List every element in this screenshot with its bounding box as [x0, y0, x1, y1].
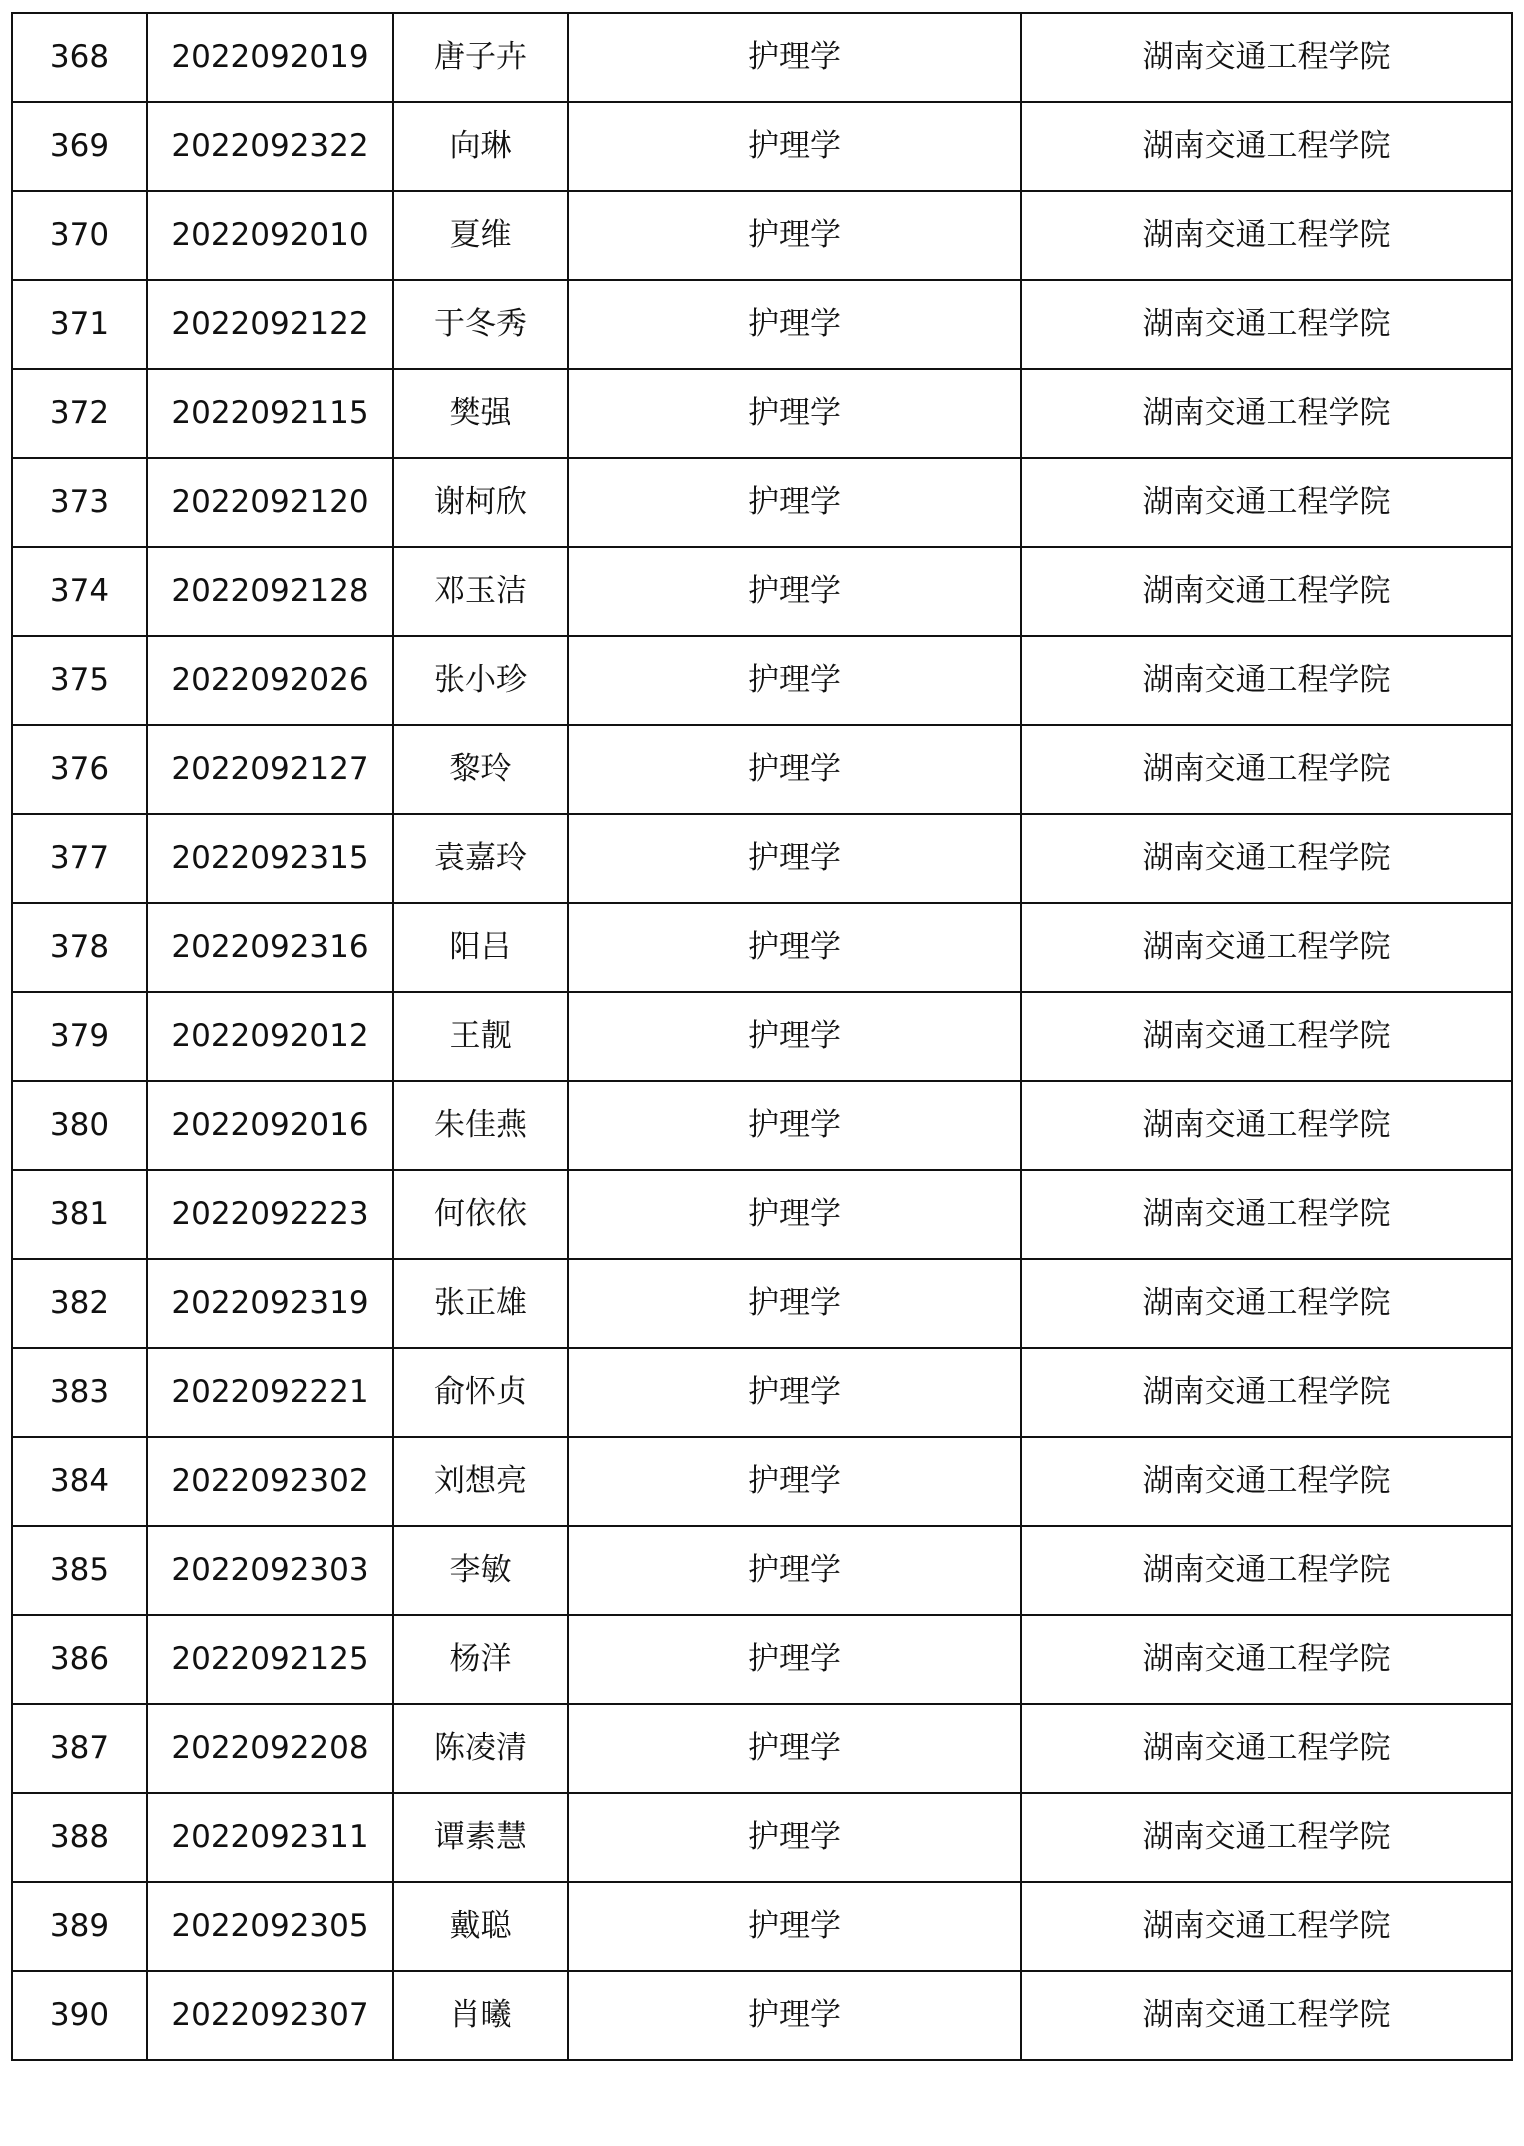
student-name-cell: 杨洋 [393, 1615, 568, 1704]
row-number-cell: 389 [12, 1882, 147, 1971]
student-id-cell: 2022092016 [147, 1081, 393, 1170]
row-number-cell: 372 [12, 369, 147, 458]
student-id-cell: 2022092316 [147, 903, 393, 992]
roster-table-body [12, 13, 1512, 2060]
major-cell: 护理学 [568, 13, 1021, 102]
major-cell: 护理学 [568, 1793, 1021, 1882]
school-cell: 湖南交通工程学院 [1021, 1348, 1512, 1437]
student-roster-page [11, 12, 1511, 2061]
student-id-cell: 2022092221 [147, 1348, 393, 1437]
student-name-cell: 谭素慧 [393, 1793, 568, 1882]
table-row [12, 1971, 1512, 2060]
major-cell: 护理学 [568, 1170, 1021, 1259]
student-id-cell: 2022092127 [147, 725, 393, 814]
student-name-cell: 戴聪 [393, 1882, 568, 1971]
row-number-cell: 386 [12, 1615, 147, 1704]
student-name-cell: 谢柯欣 [393, 458, 568, 547]
row-number-cell: 374 [12, 547, 147, 636]
school-cell: 湖南交通工程学院 [1021, 903, 1512, 992]
school-cell: 湖南交通工程学院 [1021, 191, 1512, 280]
major-cell: 护理学 [568, 992, 1021, 1081]
student-id-cell: 2022092322 [147, 102, 393, 191]
student-name-cell: 李敏 [393, 1526, 568, 1615]
table-row [12, 369, 1512, 458]
student-name-cell: 肖曦 [393, 1971, 568, 2060]
student-id-cell: 2022092012 [147, 992, 393, 1081]
table-row [12, 1793, 1512, 1882]
school-cell: 湖南交通工程学院 [1021, 636, 1512, 725]
school-cell: 湖南交通工程学院 [1021, 1971, 1512, 2060]
row-number-cell: 375 [12, 636, 147, 725]
table-row [12, 280, 1512, 369]
major-cell: 护理学 [568, 280, 1021, 369]
row-number-cell: 373 [12, 458, 147, 547]
table-row [12, 102, 1512, 191]
school-cell: 湖南交通工程学院 [1021, 1081, 1512, 1170]
student-id-cell: 2022092305 [147, 1882, 393, 1971]
table-row [12, 1348, 1512, 1437]
table-row [12, 1704, 1512, 1793]
student-id-cell: 2022092010 [147, 191, 393, 280]
student-id-cell: 2022092125 [147, 1615, 393, 1704]
table-row [12, 725, 1512, 814]
table-row [12, 1081, 1512, 1170]
row-number-cell: 370 [12, 191, 147, 280]
row-number-cell: 381 [12, 1170, 147, 1259]
school-cell: 湖南交通工程学院 [1021, 814, 1512, 903]
student-roster-table [11, 12, 1513, 2061]
row-number-cell: 377 [12, 814, 147, 903]
student-id-cell: 2022092223 [147, 1170, 393, 1259]
school-cell: 湖南交通工程学院 [1021, 280, 1512, 369]
row-number-cell: 368 [12, 13, 147, 102]
student-name-cell: 邓玉洁 [393, 547, 568, 636]
student-name-cell: 刘想亮 [393, 1437, 568, 1526]
major-cell: 护理学 [568, 636, 1021, 725]
table-row [12, 13, 1512, 102]
student-id-cell: 2022092122 [147, 280, 393, 369]
row-number-cell: 376 [12, 725, 147, 814]
student-name-cell: 张小珍 [393, 636, 568, 725]
table-row [12, 992, 1512, 1081]
major-cell: 护理学 [568, 458, 1021, 547]
student-name-cell: 王靓 [393, 992, 568, 1081]
row-number-cell: 384 [12, 1437, 147, 1526]
student-id-cell: 2022092303 [147, 1526, 393, 1615]
student-name-cell: 阳吕 [393, 903, 568, 992]
table-row [12, 814, 1512, 903]
row-number-cell: 385 [12, 1526, 147, 1615]
row-number-cell: 378 [12, 903, 147, 992]
row-number-cell: 390 [12, 1971, 147, 2060]
student-name-cell: 唐子卉 [393, 13, 568, 102]
table-row [12, 636, 1512, 725]
school-cell: 湖南交通工程学院 [1021, 1170, 1512, 1259]
table-row [12, 547, 1512, 636]
student-name-cell: 黎玲 [393, 725, 568, 814]
student-id-cell: 2022092208 [147, 1704, 393, 1793]
row-number-cell: 387 [12, 1704, 147, 1793]
table-row [12, 1259, 1512, 1348]
school-cell: 湖南交通工程学院 [1021, 992, 1512, 1081]
table-row [12, 458, 1512, 547]
row-number-cell: 380 [12, 1081, 147, 1170]
student-id-cell: 2022092319 [147, 1259, 393, 1348]
major-cell: 护理学 [568, 1704, 1021, 1793]
major-cell: 护理学 [568, 547, 1021, 636]
major-cell: 护理学 [568, 369, 1021, 458]
major-cell: 护理学 [568, 1259, 1021, 1348]
student-id-cell: 2022092115 [147, 369, 393, 458]
student-name-cell: 俞怀贞 [393, 1348, 568, 1437]
major-cell: 护理学 [568, 1348, 1021, 1437]
school-cell: 湖南交通工程学院 [1021, 369, 1512, 458]
school-cell: 湖南交通工程学院 [1021, 458, 1512, 547]
student-name-cell: 何依依 [393, 1170, 568, 1259]
student-name-cell: 袁嘉玲 [393, 814, 568, 903]
school-cell: 湖南交通工程学院 [1021, 13, 1512, 102]
school-cell: 湖南交通工程学院 [1021, 1882, 1512, 1971]
major-cell: 护理学 [568, 725, 1021, 814]
school-cell: 湖南交通工程学院 [1021, 1259, 1512, 1348]
major-cell: 护理学 [568, 102, 1021, 191]
student-id-cell: 2022092315 [147, 814, 393, 903]
school-cell: 湖南交通工程学院 [1021, 1793, 1512, 1882]
student-id-cell: 2022092120 [147, 458, 393, 547]
table-row [12, 1437, 1512, 1526]
student-id-cell: 2022092019 [147, 13, 393, 102]
major-cell: 护理学 [568, 1437, 1021, 1526]
student-id-cell: 2022092302 [147, 1437, 393, 1526]
major-cell: 护理学 [568, 1526, 1021, 1615]
major-cell: 护理学 [568, 1882, 1021, 1971]
row-number-cell: 383 [12, 1348, 147, 1437]
school-cell: 湖南交通工程学院 [1021, 1437, 1512, 1526]
student-name-cell: 朱佳燕 [393, 1081, 568, 1170]
school-cell: 湖南交通工程学院 [1021, 1615, 1512, 1704]
student-id-cell: 2022092128 [147, 547, 393, 636]
row-number-cell: 382 [12, 1259, 147, 1348]
major-cell: 护理学 [568, 903, 1021, 992]
student-name-cell: 夏维 [393, 191, 568, 280]
row-number-cell: 369 [12, 102, 147, 191]
major-cell: 护理学 [568, 1081, 1021, 1170]
student-id-cell: 2022092307 [147, 1971, 393, 2060]
school-cell: 湖南交通工程学院 [1021, 1526, 1512, 1615]
table-row [12, 191, 1512, 280]
student-name-cell: 樊强 [393, 369, 568, 458]
table-row [12, 1882, 1512, 1971]
school-cell: 湖南交通工程学院 [1021, 102, 1512, 191]
row-number-cell: 371 [12, 280, 147, 369]
major-cell: 护理学 [568, 1971, 1021, 2060]
school-cell: 湖南交通工程学院 [1021, 725, 1512, 814]
table-row [12, 903, 1512, 992]
student-name-cell: 于冬秀 [393, 280, 568, 369]
student-id-cell: 2022092311 [147, 1793, 393, 1882]
student-id-cell: 2022092026 [147, 636, 393, 725]
row-number-cell: 379 [12, 992, 147, 1081]
student-name-cell: 张正雄 [393, 1259, 568, 1348]
row-number-cell: 388 [12, 1793, 147, 1882]
table-row [12, 1170, 1512, 1259]
table-row [12, 1526, 1512, 1615]
major-cell: 护理学 [568, 814, 1021, 903]
school-cell: 湖南交通工程学院 [1021, 1704, 1512, 1793]
major-cell: 护理学 [568, 1615, 1021, 1704]
table-row [12, 1615, 1512, 1704]
school-cell: 湖南交通工程学院 [1021, 547, 1512, 636]
student-name-cell: 陈凌清 [393, 1704, 568, 1793]
major-cell: 护理学 [568, 191, 1021, 280]
student-name-cell: 向琳 [393, 102, 568, 191]
